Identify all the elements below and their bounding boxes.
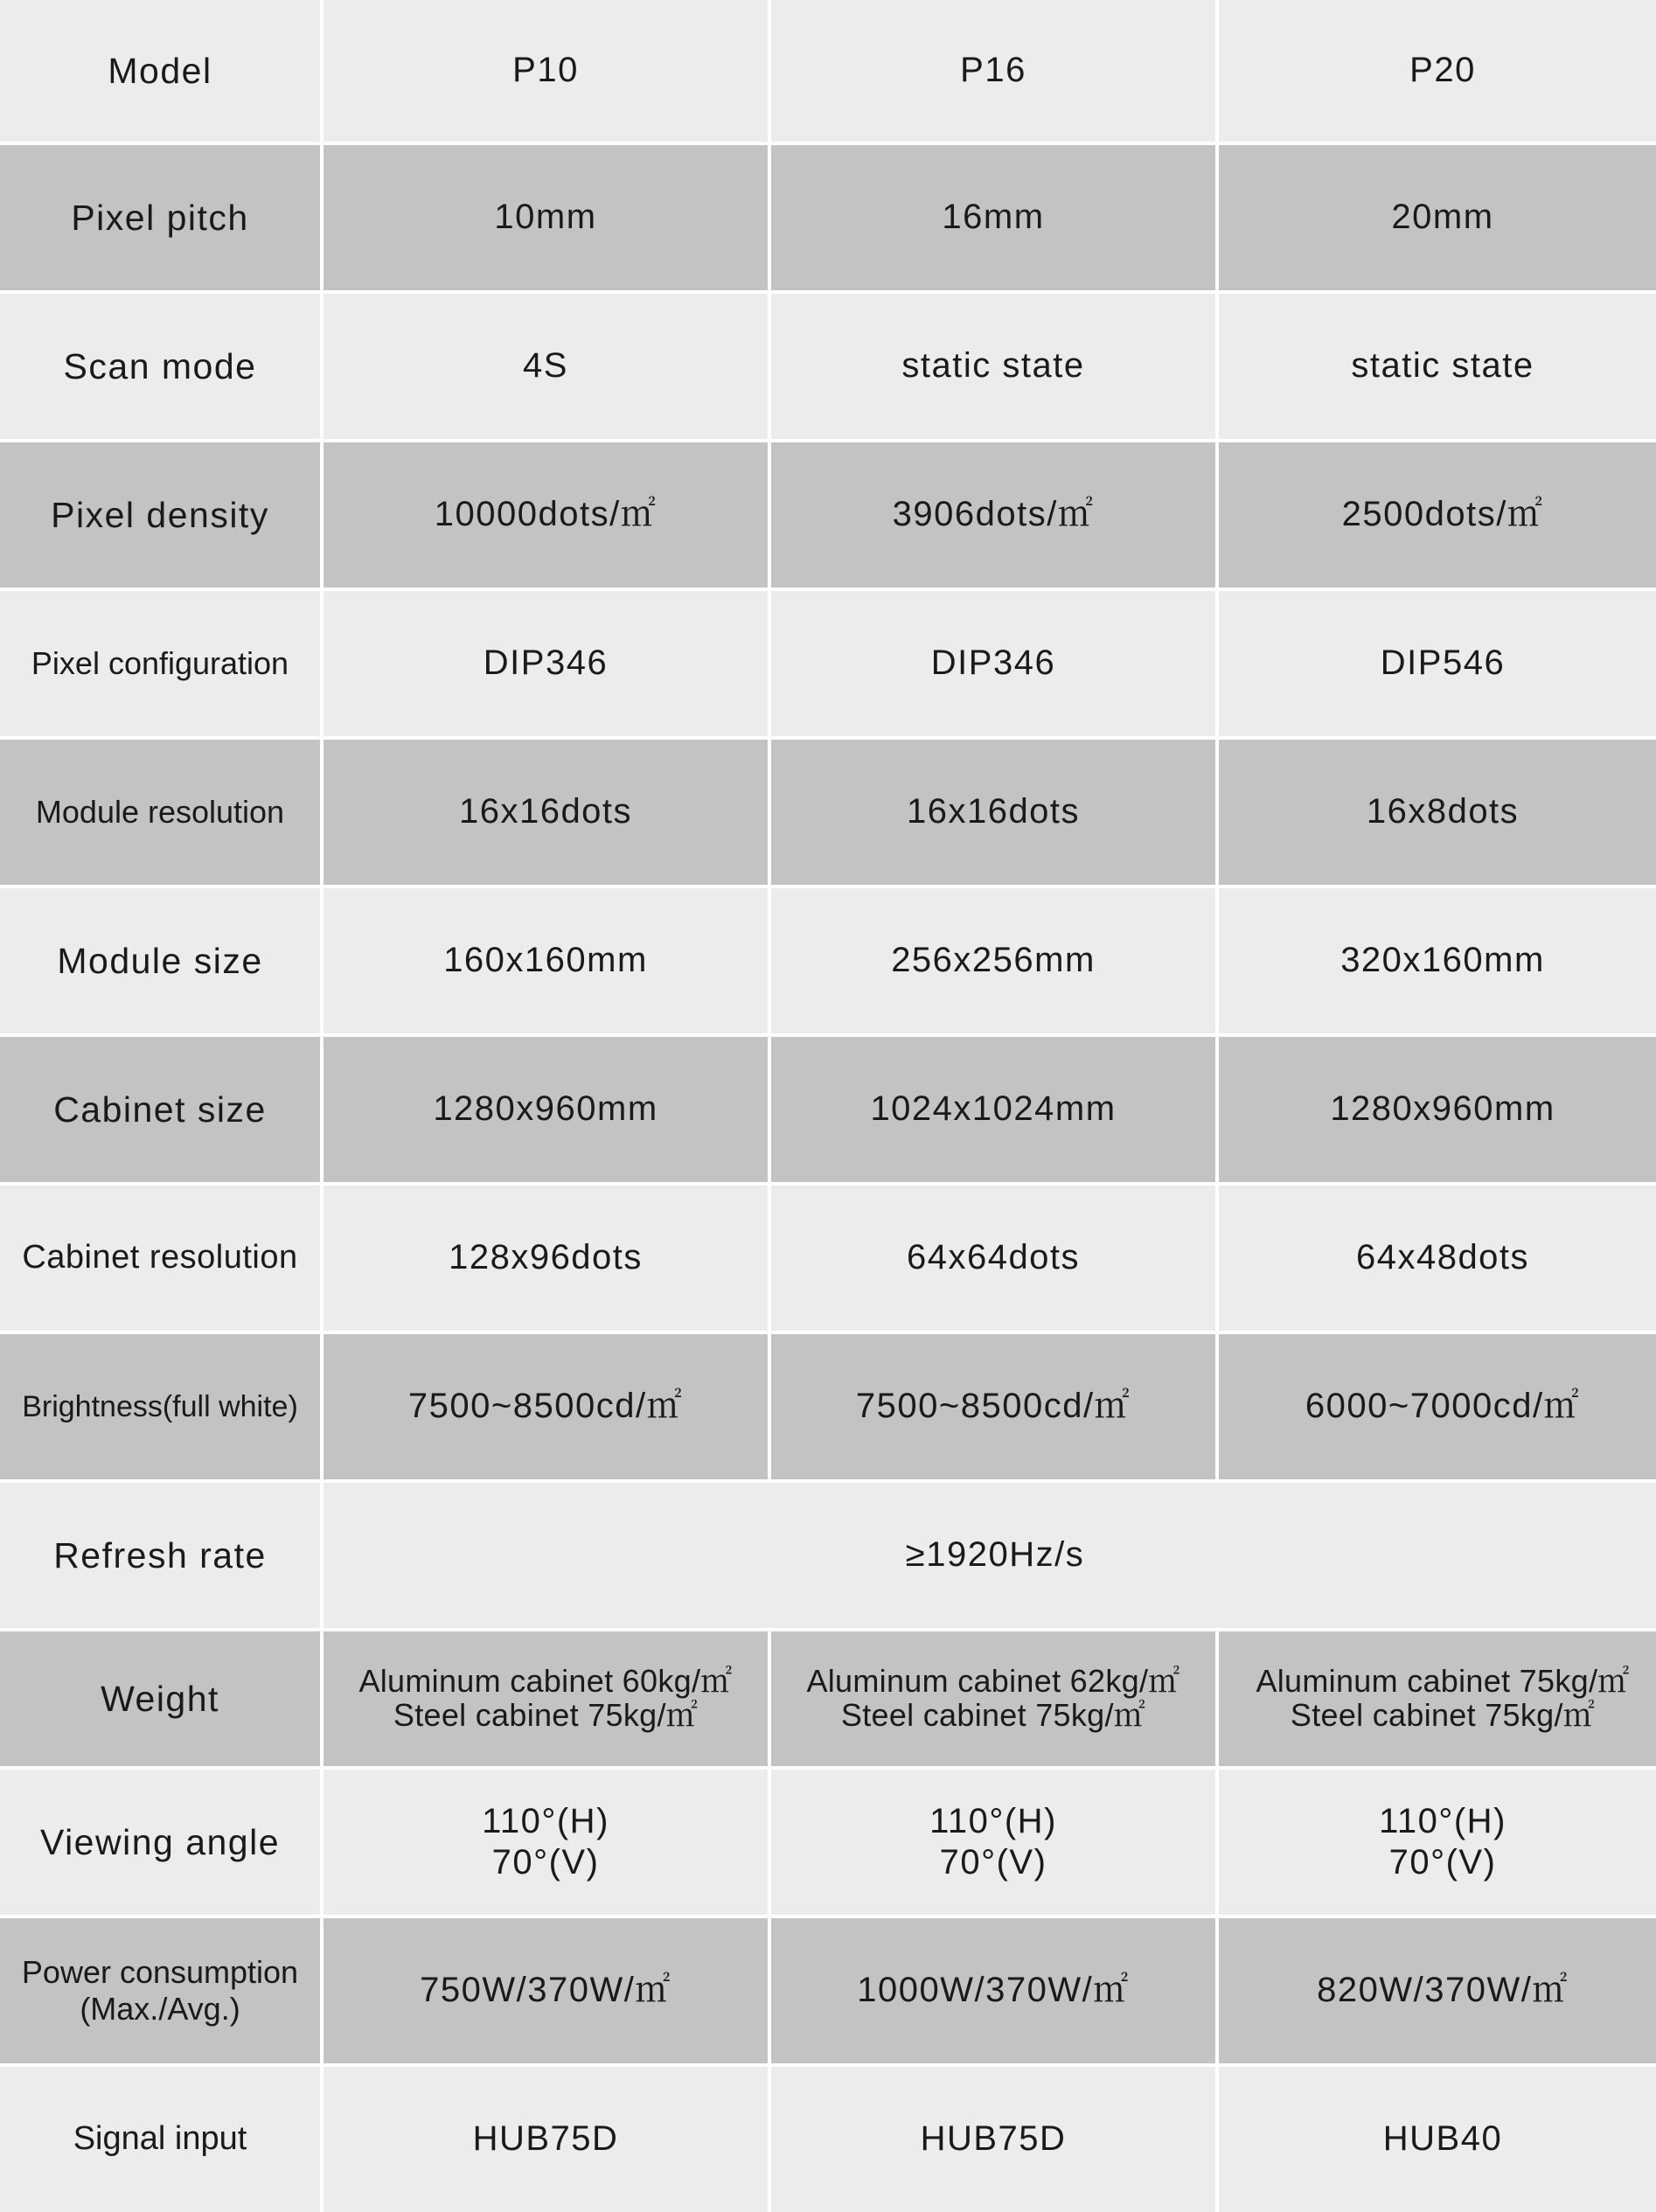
cell-module-size-p10: 160x160mm [324, 888, 768, 1033]
cell-signal-input-p10: HUB75D [324, 2067, 768, 2212]
cell-module-size-p20: 320x160mm [1219, 888, 1656, 1033]
row-label-pixel-density: Pixel density [0, 442, 320, 588]
cell-signal-input-p16: HUB75D [771, 2067, 1215, 2212]
weight-aluminum-p10: Aluminum cabinet 60kg/㎡ [358, 1663, 733, 1700]
cell-pixel-density-p10: 10000dots/㎡ [324, 442, 768, 588]
cell-model-p16: P16 [771, 0, 1215, 142]
row-label-module-resolution: Module resolution [0, 740, 320, 885]
weight-aluminum-p20: Aluminum cabinet 75kg/㎡ [1256, 1663, 1630, 1700]
cell-brightness-p20: 6000~7000cd/㎡ [1219, 1334, 1656, 1479]
cell-signal-input-p20: HUB40 [1219, 2067, 1656, 2212]
cell-pixel-configuration-p20: DIP546 [1219, 591, 1656, 736]
cell-model-p20: P20 [1219, 0, 1656, 142]
viewing-angle-vertical-p20: 70°(V) [1388, 1843, 1497, 1882]
cell-pixel-density-p20: 2500dots/㎡ [1219, 442, 1656, 588]
row-label-cabinet-size: Cabinet size [0, 1037, 320, 1182]
cell-viewing-angle-p10 [324, 1770, 768, 1915]
cell-pixel-pitch-p16: 16mm [771, 145, 1215, 290]
cell-cabinet-size-p10: 1280x960mm [324, 1037, 768, 1182]
row-label-pixel-pitch: Pixel pitch [0, 145, 320, 290]
weight-steel-p16: Steel cabinet 75kg/㎡ [840, 1697, 1146, 1733]
row-label-refresh-rate: Refresh rate [0, 1483, 320, 1628]
row-label-cabinet-resolution: Cabinet resolution [0, 1186, 320, 1331]
viewing-angle-horizontal-p10: 110°(H) [482, 1801, 609, 1840]
cell-power-consumption-p10: 750W/370W/㎡ [324, 1918, 768, 2063]
cell-scan-mode-p20: static state [1219, 294, 1656, 439]
weight-steel-p10: Steel cabinet 75kg/㎡ [393, 1697, 699, 1733]
cell-brightness-p16: 7500~8500cd/㎡ [771, 1334, 1215, 1479]
cell-power-consumption-p16: 1000W/370W/㎡ [771, 1918, 1215, 2063]
cell-pixel-configuration-p10: DIP346 [324, 591, 768, 736]
cell-weight-p20 [1219, 1631, 1656, 1766]
viewing-angle-vertical-p10: 70°(V) [491, 1843, 600, 1882]
cell-viewing-angle-p16 [771, 1770, 1215, 1915]
cell-module-resolution-p20: 16x8dots [1219, 740, 1656, 885]
cell-viewing-angle-p20 [1219, 1770, 1656, 1915]
cell-weight-p10 [324, 1631, 768, 1766]
power-consumption-label-line2: (Max./Avg.) [80, 1991, 240, 2027]
row-label-weight: Weight [0, 1631, 320, 1766]
cell-brightness-p10: 7500~8500cd/㎡ [324, 1334, 768, 1479]
cell-model-p10: P10 [324, 0, 768, 142]
cell-scan-mode-p10: 4S [324, 294, 768, 439]
cell-refresh-rate-all: ≥1920Hz/s [324, 1483, 1656, 1628]
cell-cabinet-size-p16: 1024x1024mm [771, 1037, 1215, 1182]
row-label-power-consumption [0, 1918, 320, 2063]
cell-cabinet-resolution-p10: 128x96dots [324, 1186, 768, 1331]
row-label-module-size: Module size [0, 888, 320, 1033]
row-label-viewing-angle: Viewing angle [0, 1770, 320, 1915]
cell-scan-mode-p16: static state [771, 294, 1215, 439]
cell-pixel-pitch-p20: 20mm [1219, 145, 1656, 290]
viewing-angle-horizontal-p16: 110°(H) [929, 1801, 1057, 1840]
cell-weight-p16 [771, 1631, 1215, 1766]
viewing-angle-horizontal-p20: 110°(H) [1379, 1801, 1506, 1840]
weight-aluminum-p16: Aluminum cabinet 62kg/㎡ [806, 1663, 1180, 1700]
cell-cabinet-size-p20: 1280x960mm [1219, 1037, 1656, 1182]
row-label-pixel-configuration: Pixel configuration [0, 591, 320, 736]
row-label-brightness: Brightness(full white) [0, 1334, 320, 1479]
cell-pixel-configuration-p16: DIP346 [771, 591, 1215, 736]
cell-module-resolution-p16: 16x16dots [771, 740, 1215, 885]
cell-cabinet-resolution-p20: 64x48dots [1219, 1186, 1656, 1331]
row-label-signal-input: Signal input [0, 2067, 320, 2212]
weight-steel-p20: Steel cabinet 75kg/㎡ [1290, 1697, 1596, 1733]
cell-module-size-p16: 256x256mm [771, 888, 1215, 1033]
cell-pixel-density-p16: 3906dots/㎡ [771, 442, 1215, 588]
row-label-scan-mode: Scan mode [0, 294, 320, 439]
power-consumption-label-line1: Power consumption [21, 1953, 299, 1990]
cell-pixel-pitch-p10: 10mm [324, 145, 768, 290]
cell-module-resolution-p10: 16x16dots [324, 740, 768, 885]
cell-cabinet-resolution-p16: 64x64dots [771, 1186, 1215, 1331]
cell-power-consumption-p20: 820W/370W/㎡ [1219, 1918, 1656, 2063]
viewing-angle-vertical-p16: 70°(V) [939, 1843, 1047, 1882]
row-label-model: Model [0, 0, 320, 142]
